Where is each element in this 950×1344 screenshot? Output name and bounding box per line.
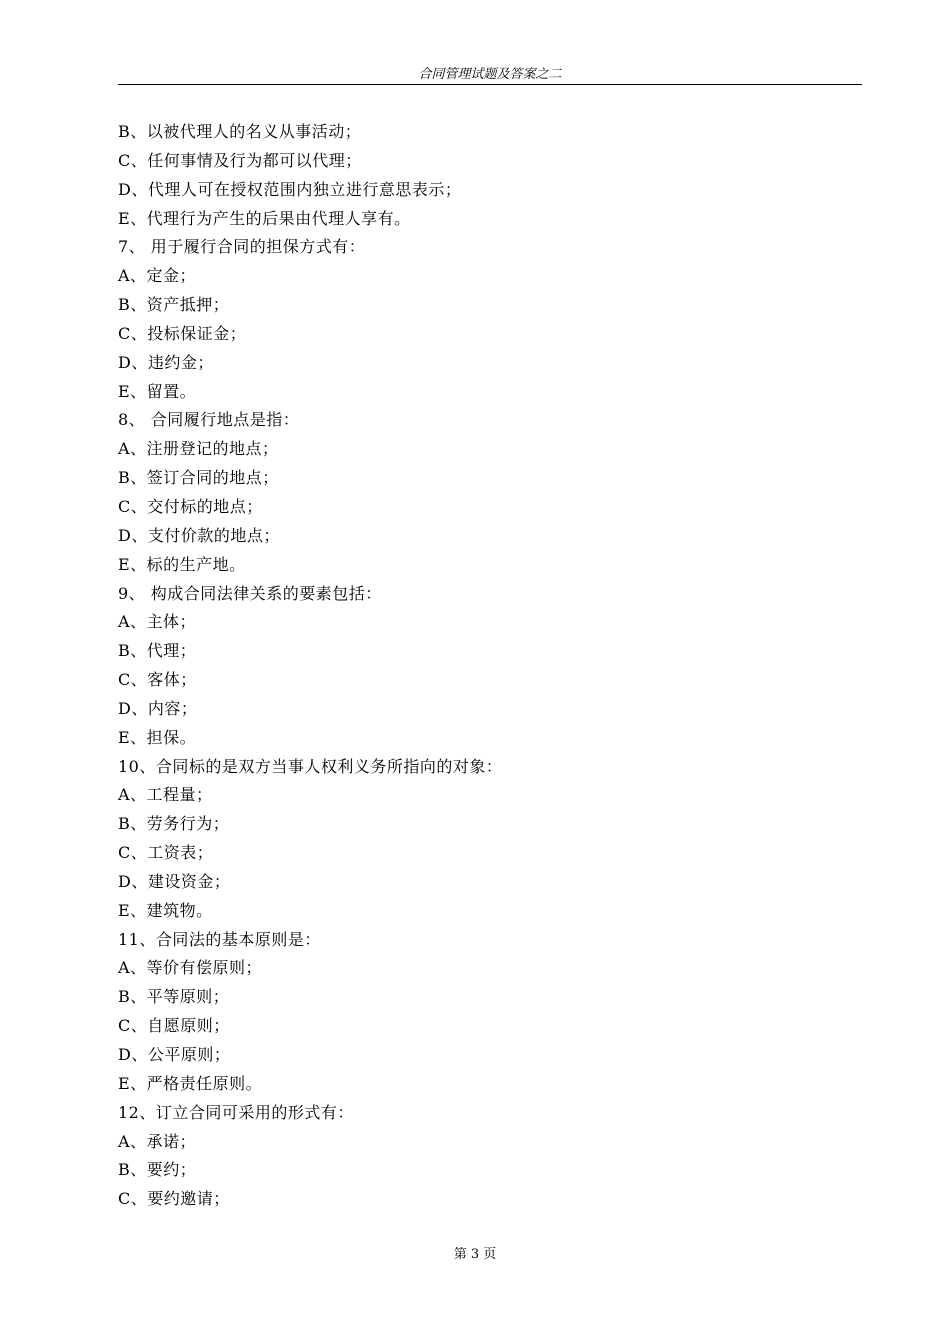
text-line: E、留置。 bbox=[118, 381, 197, 401]
text-line: E、担保。 bbox=[118, 727, 197, 747]
text-line: C、要约邀请； bbox=[118, 1189, 230, 1209]
text-line: A、工程量； bbox=[118, 785, 213, 805]
text-line: B、签订合同的地点； bbox=[118, 468, 279, 488]
text-line: B、要约； bbox=[118, 1160, 197, 1180]
text-line: C、客体； bbox=[118, 670, 197, 690]
document-body bbox=[118, 118, 862, 1214]
text-line: B、平等原则； bbox=[118, 987, 230, 1007]
text-line: D、建设资金； bbox=[118, 871, 231, 891]
text-line: B、劳务行为； bbox=[118, 814, 230, 834]
text-line: A、定金； bbox=[118, 266, 197, 286]
text-line: E、标的生产地。 bbox=[118, 554, 246, 574]
text-line: A、等价有偿原则； bbox=[118, 958, 263, 978]
text-line: A、主体； bbox=[118, 612, 197, 632]
header-divider bbox=[118, 84, 862, 85]
text-line: B、资产抵押； bbox=[118, 295, 230, 315]
text-line: C、任何事情及行为都可以代理； bbox=[118, 150, 362, 170]
text-line: D、违约金； bbox=[118, 352, 214, 372]
question-12: 12、订立合同可采用的形式有： bbox=[118, 1102, 354, 1122]
page-header-title: 合同管理试题及答案之二 bbox=[418, 67, 562, 82]
text-line: B、代理； bbox=[118, 641, 197, 661]
text-line: C、交付标的地点； bbox=[118, 496, 263, 516]
text-line: C、工资表； bbox=[118, 843, 214, 863]
text-line: A、注册登记的地点； bbox=[118, 439, 279, 459]
text-line: D、公平原则； bbox=[118, 1045, 231, 1064]
text-line: C、自愿原则； bbox=[118, 1016, 230, 1036]
text-line: D、支付价款的地点； bbox=[118, 525, 280, 545]
text-line: A、承诺； bbox=[118, 1131, 197, 1151]
text-line: D、内容； bbox=[118, 698, 198, 718]
text-line: B、以被代理人的名义从事活动； bbox=[118, 122, 362, 141]
text-line: C、投标保证金； bbox=[118, 323, 247, 343]
text-line: E、建筑物。 bbox=[118, 900, 213, 920]
question-9: 9、 构成合同法律关系的要素包括： bbox=[118, 583, 382, 603]
text-line: E、代理行为产生的后果由代理人享有。 bbox=[118, 208, 411, 228]
text-line: E、严格责任原则。 bbox=[118, 1073, 263, 1093]
question-8: 8、 合同履行地点是指： bbox=[118, 410, 300, 430]
question-7: 7、 用于履行合同的担保方式有： bbox=[118, 237, 366, 257]
page-number: 第 3 页 bbox=[453, 1247, 497, 1262]
question-11: 11、合同法的基本原则是： bbox=[118, 929, 321, 949]
question-10: 10、合同标的是双方当事人权利义务所指向的对象： bbox=[118, 756, 503, 776]
text-line: D、代理人可在授权范围内独立进行意思表示； bbox=[118, 179, 462, 199]
